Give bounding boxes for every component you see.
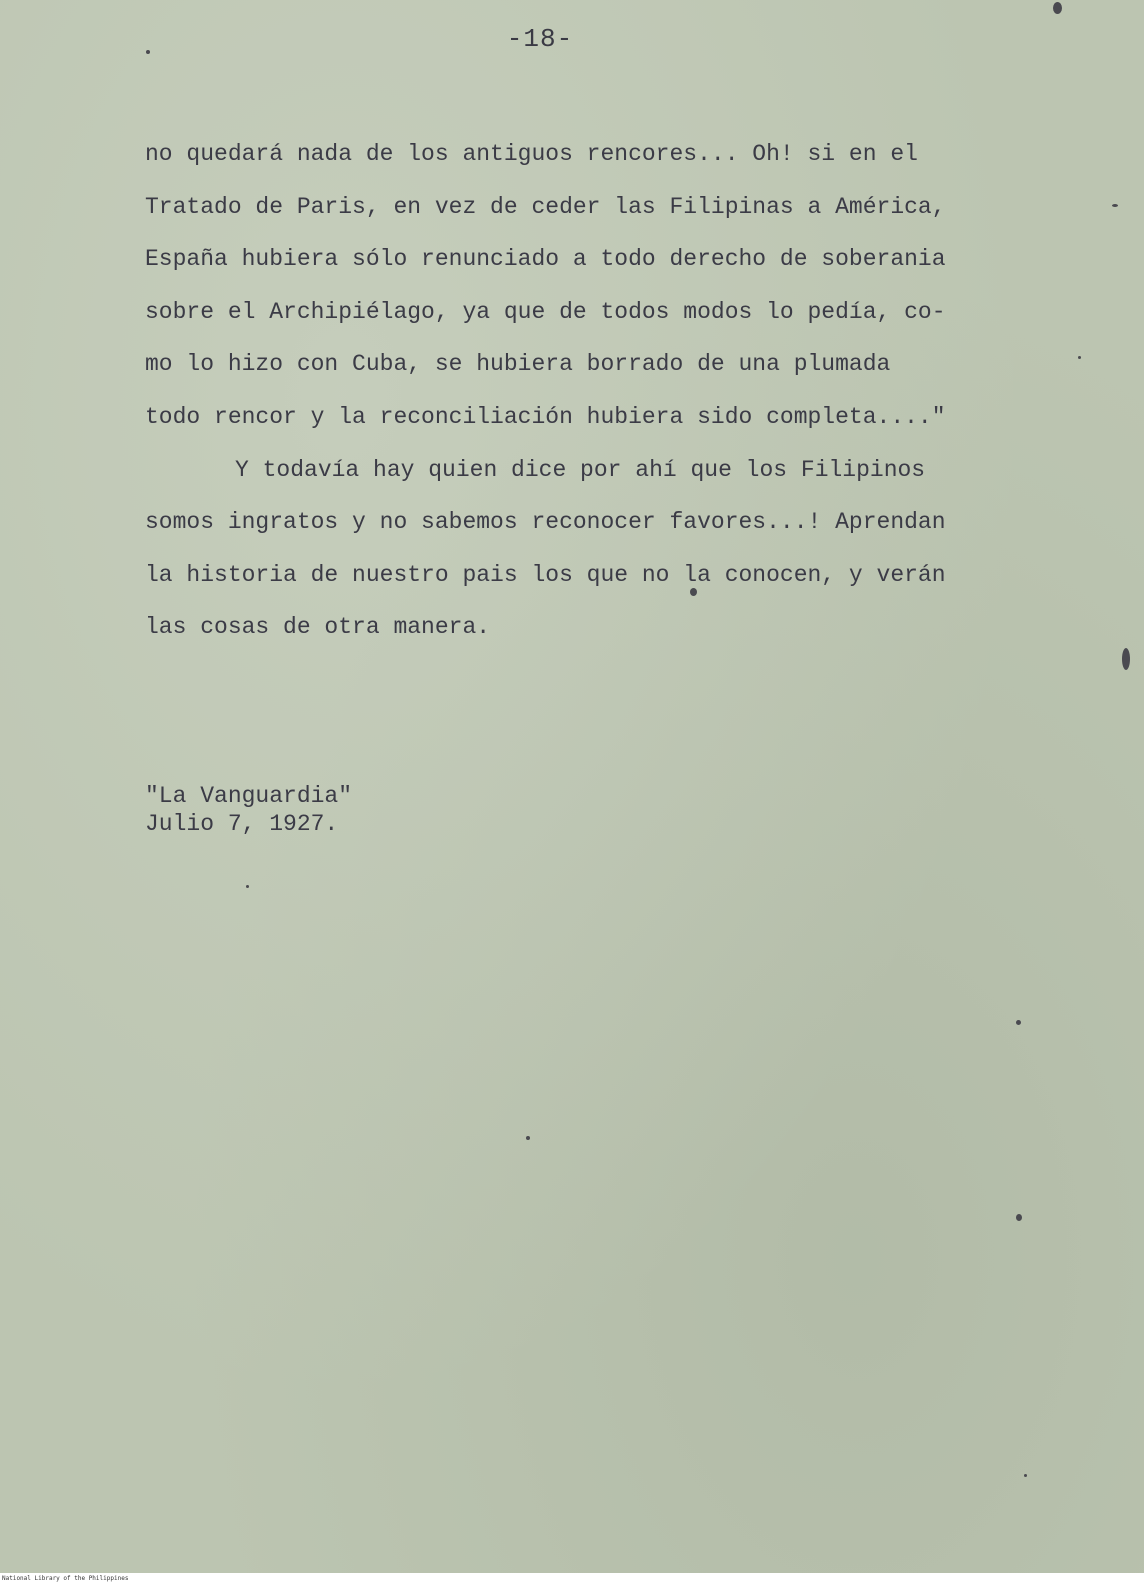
text-line: todo rencor y la reconciliación hubiera sido completa...." bbox=[145, 403, 946, 430]
paper-speck bbox=[1016, 1214, 1022, 1221]
paper-speck bbox=[1016, 1020, 1021, 1025]
text-line: mo lo hizo con Cuba, se hubiera borrado de una plumada bbox=[145, 351, 891, 378]
source-publication: "La Vanguardia" bbox=[145, 783, 353, 809]
paper-speck bbox=[246, 885, 249, 888]
paper-speck bbox=[526, 1136, 530, 1140]
paper-speck bbox=[146, 50, 150, 54]
page-number: -18- bbox=[506, 24, 574, 54]
paper-speck bbox=[1122, 648, 1130, 670]
footer-strip bbox=[0, 1573, 1144, 1583]
text-line: sobre el Archipiélago, ya que de todos modos lo pedía, co- bbox=[145, 298, 946, 325]
text-line: Tratado de Paris, en vez de ceder las Filipinas a América, bbox=[145, 193, 946, 220]
text-line: somos ingratos y no sabemos reconocer favores...! Aprendan bbox=[145, 509, 946, 536]
source-date: Julio 7, 1927. bbox=[145, 811, 339, 837]
paper-speck bbox=[1024, 1474, 1027, 1477]
source-citation bbox=[145, 782, 352, 838]
paper-speck bbox=[1053, 2, 1062, 14]
text-line: las cosas de otra manera. bbox=[145, 614, 491, 641]
text-line: la historia de nuestro pais los que no la conocen, y verán bbox=[145, 561, 946, 588]
paper-speck bbox=[1112, 204, 1118, 207]
text-line: España hubiera sólo renunciado a todo derecho de soberania bbox=[145, 246, 946, 273]
footer-credit: National Library of the Philippines bbox=[2, 1575, 129, 1582]
paper-speck bbox=[690, 588, 697, 596]
text-line: no quedará nada de los antiguos rencores... Oh! si en el bbox=[145, 141, 918, 167]
paper-speck bbox=[1078, 356, 1081, 359]
text-line: Y todavía hay quien dice por ahí que los Filipinos bbox=[235, 456, 926, 483]
body-text bbox=[145, 128, 1045, 654]
